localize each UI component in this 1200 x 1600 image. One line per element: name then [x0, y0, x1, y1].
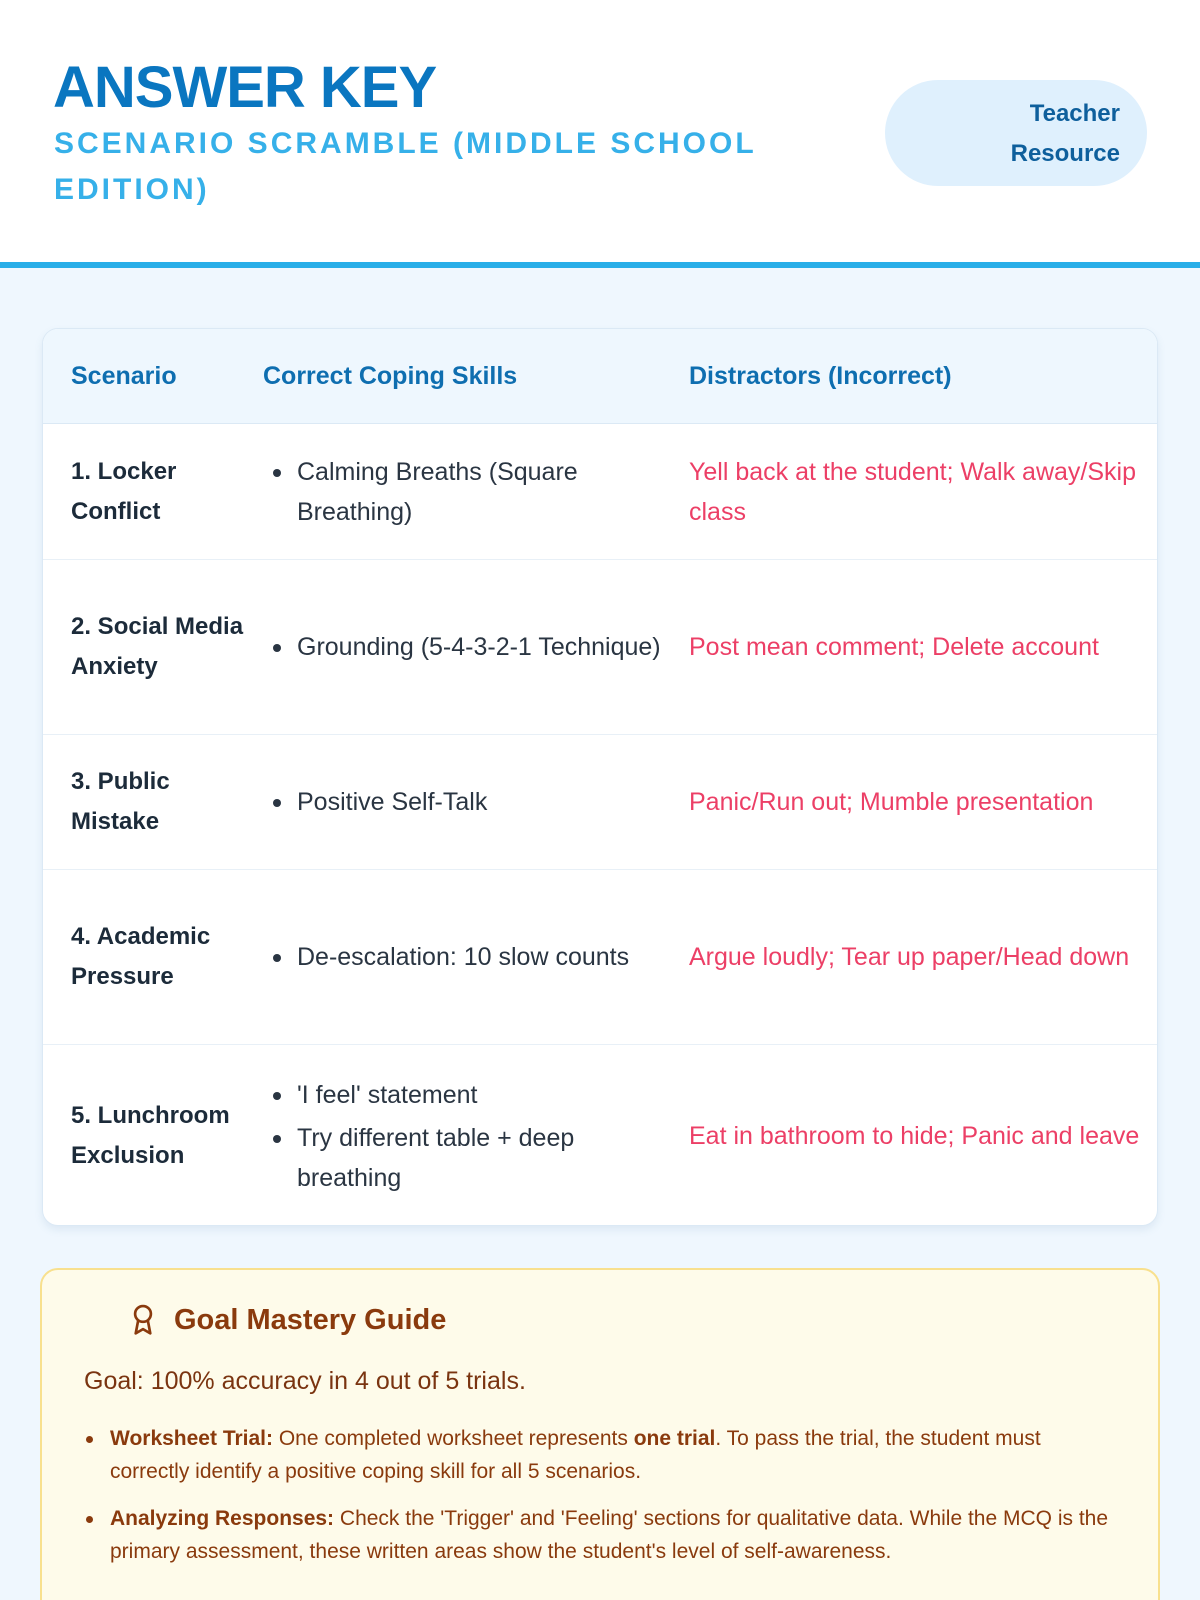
distractors-cell: Argue loudly; Tear up paper/Head down: [689, 943, 1130, 971]
page-header: [0, 0, 1200, 268]
skills-list: [263, 779, 487, 825]
scenario-cell: 4. Academic Pressure: [71, 923, 211, 990]
item-emphasis: one trial: [633, 1427, 716, 1450]
column-header-correct-skills: Correct Coping Skills: [263, 362, 518, 390]
skill-item: Positive Self-Talk: [263, 782, 487, 822]
skill-item: De-escalation: 10 slow counts: [263, 937, 629, 977]
list-item: [84, 1422, 1124, 1488]
skill-item: Grounding (5-4-3-2-1 Technique): [263, 627, 661, 667]
answer-table: [42, 328, 1158, 1226]
column-header-scenario: Scenario: [71, 362, 177, 390]
scenario-cell: 5. Lunchroom Exclusion: [71, 1102, 230, 1169]
distractors-cell: Eat in bathroom to hide; Panic and leave: [689, 1122, 1140, 1150]
badge-line-2: Resource: [1010, 140, 1120, 167]
item-text: One completed worksheet represents: [273, 1427, 634, 1450]
table-header-row: [43, 329, 1157, 424]
skill-item: Try different table + deep breathing: [263, 1118, 673, 1198]
distractors-cell: Yell back at the student; Walk away/Skip class: [689, 457, 1136, 526]
scenario-cell: 1. Locker Conflict: [71, 457, 177, 525]
skill-item: Calming Breaths (Square Breathing): [263, 452, 673, 532]
skills-list: [263, 1072, 673, 1201]
goal-mastery-card: [40, 1268, 1160, 1600]
goal-heading: Goal Mastery Guide: [174, 1304, 447, 1336]
scenario-cell: 3. Public Mistake: [71, 768, 170, 835]
badge-line-1: Teacher: [1029, 100, 1120, 127]
page-subtitle: SCENARIO SCRAMBLE (MIDDLE SCHOOL EDITION): [54, 127, 757, 206]
table-row: [43, 1044, 1157, 1226]
table-row: [43, 734, 1157, 869]
goal-title: [128, 1300, 446, 1340]
table-row: [43, 424, 1157, 559]
distractors-cell: Panic/Run out; Mumble presentation: [689, 788, 1094, 816]
skill-item: 'I feel' statement: [263, 1075, 673, 1115]
award-ribbon-icon: [128, 1303, 158, 1337]
skills-list: [263, 449, 673, 535]
skills-list: [263, 934, 629, 980]
goal-list: [84, 1422, 1124, 1582]
scenario-cell: 2. Social Media Anxiety: [71, 613, 244, 680]
distractors-cell: Post mean comment; Delete account: [689, 633, 1099, 661]
skills-list: [263, 624, 661, 670]
list-item: [84, 1502, 1124, 1568]
goal-statement: Goal: 100% accuracy in 4 out of 5 trials.: [84, 1367, 526, 1395]
table-row: [43, 869, 1157, 1044]
item-label: Worksheet Trial:: [110, 1427, 273, 1450]
table-row: [43, 559, 1157, 734]
teacher-resource-badge: [885, 80, 1147, 186]
item-text: Check the 'Trigger' and 'Feeling' sections for qualitative data. While the MCQ is the primary assessment, these written areas show the student's level of self-awareness.: [110, 1507, 1109, 1563]
column-header-distractors: Distractors (Incorrect): [689, 362, 952, 390]
item-text: . To pass the trial, the student must correctly identify a positive coping skill for all 5 scenarios.: [110, 1427, 1041, 1483]
item-label: Analyzing Responses:: [110, 1507, 335, 1530]
page-title: ANSWER KEY: [53, 55, 437, 120]
